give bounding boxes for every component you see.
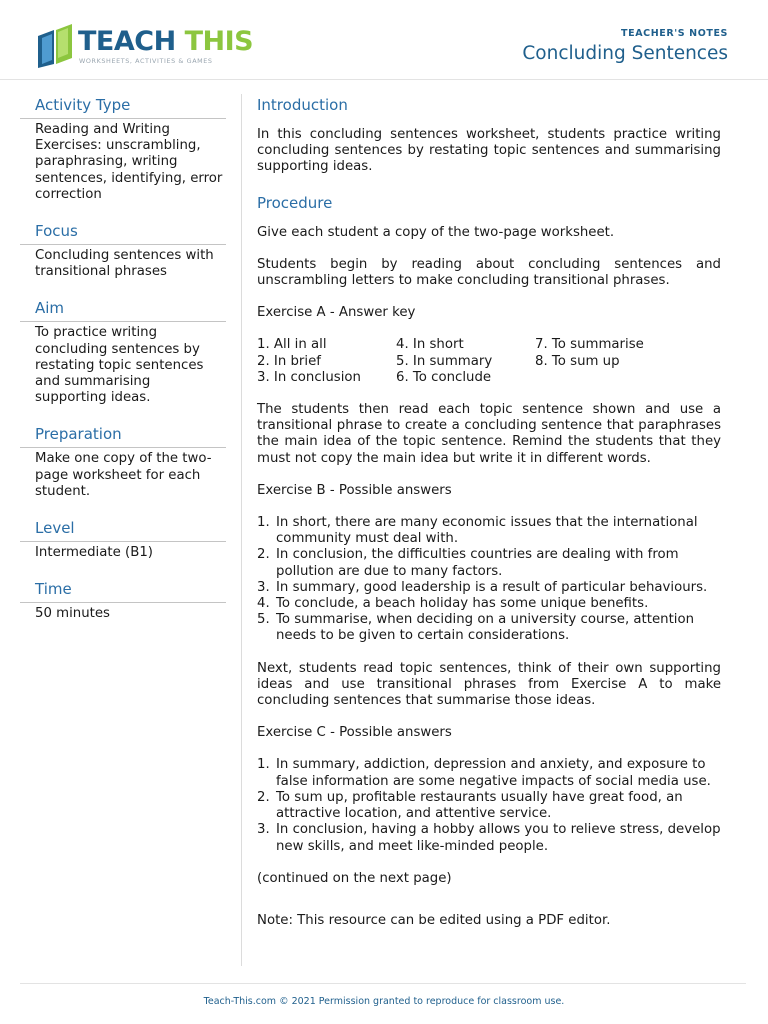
aim-section (20, 297, 226, 406)
procedure-paragraph-3: The students then read each topic sentence shown and use a transitional phrase to create a concluding sentence that paraphrases the main idea of the topic sentence. Remind the students that they must not copy the main idea but write it in different words. (257, 402, 721, 466)
answer-key-item: 7. To summarise (535, 337, 644, 353)
column-divider (241, 94, 242, 966)
aim-text: To practice writing concluding sentences by restating topic sentences and summarising supporting ideas. (35, 325, 204, 406)
brand-teach: TEACH (78, 26, 176, 57)
time-text: 50 minutes (35, 606, 110, 622)
focus-section (20, 220, 226, 280)
answer-key-item: 3. In conclusion (257, 369, 361, 385)
brand-tagline: WORKSHEETS, ACTIVITIES & GAMES (79, 57, 213, 65)
exercise-b-answers (257, 515, 721, 645)
pdf-editor-note: Note: This resource can be edited using a PDF editor. (257, 912, 611, 928)
list-item: 3. In summary, good leadership is a result of particular behaviours. (257, 579, 708, 595)
exercise-a-label: Exercise A - Answer key (257, 305, 416, 321)
brand-this: THIS (184, 26, 254, 57)
page-header (0, 0, 768, 80)
open-book-icon (36, 24, 76, 68)
answer-key-item: 4. In short (396, 337, 464, 353)
main-content (257, 94, 721, 945)
introduction-text: In this concluding sentences worksheet, students practice writing concluding sentences by restating topic sentences and summarising supporting ideas. (257, 127, 721, 175)
answer-key-item: 6. To conclude (396, 369, 492, 385)
level-text: Intermediate (B1) (35, 545, 153, 561)
answer-key-item (535, 370, 685, 386)
procedure-heading: Procedure (257, 193, 333, 212)
procedure-paragraph-2: Students begin by reading about concluding sentences and unscrambling letters to make concluding transitional phrases. (257, 256, 721, 289)
teachers-notes-label: TEACHER'S NOTES (621, 28, 728, 39)
brand-name (78, 24, 253, 60)
list-item: 2. To sum up, profitable restaurants usually have great food, an attractive location, and attentive service. (257, 789, 683, 822)
preparation-heading: Preparation (20, 423, 226, 448)
list-item: 4. To conclude, a beach holiday has some unique benefits. (257, 596, 649, 612)
answer-key-item: 1. All in all (257, 337, 327, 353)
list-item: 1. In summary, addiction, depression and anxiety, and exposure to false information are some negative impacts of social media use. (257, 757, 711, 789)
focus-heading: Focus (20, 220, 226, 245)
preparation-text: Make one copy of the two-page worksheet for each student. (35, 451, 212, 499)
exercise-c-answers (257, 757, 721, 854)
exercise-b-label: Exercise B - Possible answers (257, 482, 452, 498)
level-section (20, 517, 226, 561)
activity-type-section (20, 94, 226, 203)
aim-heading: Aim (20, 297, 226, 322)
time-heading: Time (20, 578, 226, 603)
answer-key-item: 2. In brief (257, 353, 321, 369)
procedure-paragraph-1: Give each student a copy of the two-page worksheet. (257, 224, 615, 240)
activity-type-text: Reading and Writing Exercises: unscrambling, paraphrasing, writing sentences, identifying, error correction (35, 122, 223, 202)
answer-key-item: 5. In summary (396, 353, 493, 369)
document-title: Concluding Sentences (522, 43, 728, 64)
continued-note: (continued on the next page) (257, 870, 452, 886)
focus-text: Concluding sentences with transitional phrases (35, 248, 214, 280)
level-heading: Level (20, 517, 226, 542)
list-item: 5. To summarise, when deciding on a university course, attention needs to be given to certain considerations. (257, 612, 695, 644)
answer-key-item: 8. To sum up (535, 353, 620, 369)
teach-this-logo (36, 24, 254, 70)
footer-divider (20, 983, 746, 984)
preparation-section (20, 423, 226, 500)
list-item: 3. In conclusion, having a hobby allows you to relieve stress, develop new skills, and meet like-minded people. (257, 822, 721, 854)
exercise-a-answer-key (257, 337, 721, 386)
sidebar (20, 94, 226, 639)
copyright-footer: Teach-This.com © 2021 Permission granted to reproduce for classroom use. (203, 996, 565, 1007)
procedure-paragraph-4: Next, students read topic sentences, think of their own supporting ideas and use transitional phrases from Exercise A to make concluding sentences that summarise those ideas. (257, 660, 721, 709)
list-item: 1. In short, there are many economic issues that the international community must deal with. (257, 515, 698, 547)
list-item: 2. In conclusion, the difficulties countries are dealing with from pollution are due to many factors. (257, 547, 679, 579)
exercise-c-label: Exercise C - Possible answers (257, 725, 452, 741)
activity-type-heading: Activity Type (20, 94, 226, 119)
time-section (20, 578, 226, 622)
introduction-heading: Introduction (257, 96, 348, 114)
